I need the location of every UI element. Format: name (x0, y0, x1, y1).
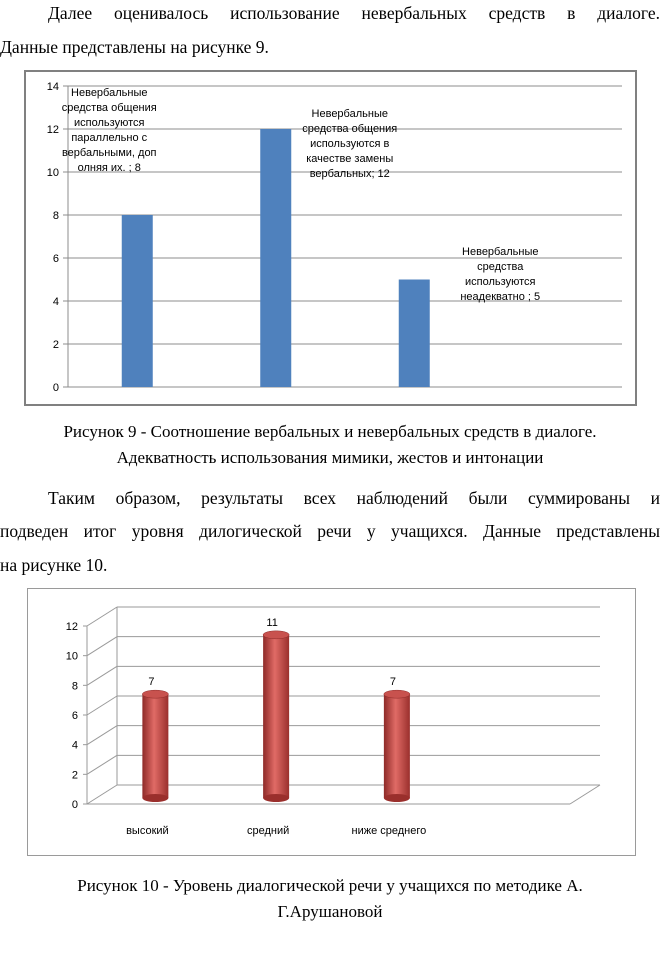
bar (260, 129, 291, 387)
data-label: параллельно с (71, 132, 148, 144)
gridline-side (87, 696, 117, 715)
y-tick-label: 4 (71, 739, 78, 752)
y-tick-label: 0 (71, 799, 78, 811)
x-tick-label: ниже среднего (351, 825, 427, 837)
data-label: средства общения (302, 123, 398, 135)
y-tick-label: 10 (46, 167, 59, 179)
bar-top (384, 690, 410, 698)
bar (122, 215, 153, 387)
x-tick-label: высокий (126, 825, 169, 837)
data-label: Невербальные (311, 108, 388, 120)
bar-top (142, 690, 168, 698)
data-label: средства (477, 261, 524, 273)
y-tick-label: 12 (65, 621, 78, 633)
y-tick-label: 8 (71, 680, 78, 693)
paragraph-line: Таким образом, результаты всех наблюдений были суммированы и (48, 488, 660, 508)
gridline-side (87, 755, 117, 774)
bar-base (263, 794, 289, 802)
gridline-side (87, 607, 117, 626)
x-tick-label: средний (246, 825, 290, 837)
data-label: используются (465, 276, 536, 288)
data-label: Невербальные (462, 246, 539, 258)
bar (399, 280, 430, 388)
bar (384, 694, 410, 798)
bar (142, 694, 168, 798)
figure-10-chart (27, 588, 636, 856)
y-tick-label: 14 (46, 81, 59, 93)
y-tick-label: 10 (65, 650, 78, 663)
y-tick-label: 0 (52, 382, 59, 394)
bar-top (263, 631, 289, 639)
data-label: качестве замены (306, 153, 394, 165)
data-label: вербальными, доп (61, 147, 157, 159)
y-tick-label: 2 (71, 769, 78, 782)
gridline-side (87, 666, 117, 685)
y-tick-label: 2 (52, 339, 59, 351)
figure-10-caption-line: Г.Арушановой (277, 902, 383, 921)
figure-10-svg (28, 589, 635, 855)
gridline-side (87, 726, 117, 745)
data-label: 7 (148, 676, 155, 689)
data-label: используются в (310, 138, 390, 150)
data-label: средства общения (61, 102, 157, 114)
y-tick-label: 6 (71, 710, 78, 722)
y-tick-label: 8 (52, 210, 59, 222)
paragraph-line: Далее оценивалось использование невербальных средств в диалоге. (48, 3, 660, 23)
y-tick-label: 12 (46, 124, 59, 136)
data-label: используются (74, 117, 145, 129)
bar-base (384, 794, 410, 802)
paragraph-line: подведен итог уровня дилогической речи у учащихся. Данные представлены (0, 521, 660, 541)
paragraph-line: на рисунке 10. (0, 555, 108, 575)
bar (263, 635, 289, 798)
data-label: Невербальные (71, 87, 148, 99)
figure-10-caption-line: Рисунок 10 - Уровень диалогической речи у учащихся по методике А. (77, 876, 583, 895)
figure-9-caption-line: Адекватность использования мимики, жестов и интонации (116, 448, 544, 467)
bar-base (142, 794, 168, 802)
data-label: вербальных; 12 (309, 168, 390, 180)
y-tick-label: 4 (52, 296, 59, 308)
data-label: олняя их. ; 8 (77, 162, 141, 174)
figure-9-svg (26, 72, 635, 404)
figure-9-chart (24, 70, 637, 406)
data-label: неадекватно ; 5 (460, 291, 541, 303)
data-label: 7 (389, 676, 396, 689)
paragraph-line: Данные представлены на рисунке 9. (0, 37, 269, 57)
gridline-side (87, 785, 117, 804)
floor-edge (570, 785, 600, 804)
figure-9-caption-line: Рисунок 9 - Соотношение вербальных и невербальных средств в диалоге. (63, 422, 597, 441)
data-label: 11 (266, 616, 278, 629)
gridline-side (87, 637, 117, 656)
y-tick-label: 6 (52, 253, 59, 265)
